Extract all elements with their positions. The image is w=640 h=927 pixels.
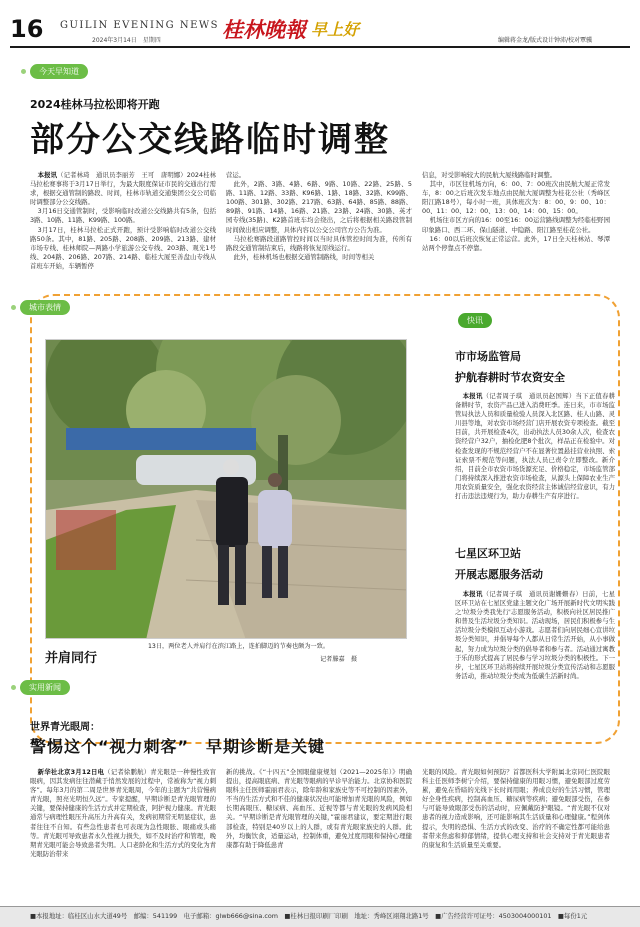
brief-headline-2a: 七星区环卫站 <box>455 547 521 560</box>
section-pill-city: 城市表情 <box>20 300 70 315</box>
health-kicker: 世界青光眼周： <box>30 722 100 733</box>
health-column-2 <box>226 768 412 902</box>
photo-title: 并肩同行 <box>45 651 98 666</box>
brief-byline: （记者周子琪 通讯员谢姗姗春） <box>482 590 583 598</box>
photo-credit: 记者滕嘉 摄 <box>320 656 358 663</box>
health-headline: 警惕这个“视力刺客” 早期诊断是关键 <box>30 737 326 756</box>
health-column-3 <box>422 768 610 902</box>
paper-logo: 桂林晚報 <box>222 17 306 42</box>
story-paragraph: 此外，2路、3路、4路、6路、9路、10路、22路、25路、5路、11路、12路、33路、K96路、1路、18路、32路、K99路、100路、301路、302路、217路、63路、64路、85路、88路、89路、91路、14路、16路、21路、23路、24路、30路、英才园专线(35路)、K2路首班车均会绕出，之后将根据相关路段管制时间做出相应调整，具体内容以公交公司官方公告为准。 <box>226 180 412 234</box>
footer-info: ■本报地址：临桂区山水大道49号 邮编：541199 电子邮箱：glwb666@sina.com ■桂林日报印刷厂印刷 地址：秀峰区翊翔北路1号 ■广告经营许可证号：4503004000101 ■每份1元 <box>30 912 588 920</box>
brief-headline-2b: 开展志愿服务活动 <box>455 568 543 581</box>
story-paragraph: 此外，桂林机场也根据交通管制路线，时间等相关 <box>233 252 375 261</box>
story-lead: 本报讯 <box>37 171 58 179</box>
paper-english-name: GUILIN EVENING NEWS <box>60 20 220 31</box>
story-byline: （记者林琦 通讯员李丽芳 王可 唐明娜） <box>57 171 187 179</box>
photo-elderly-couple-walking <box>46 340 407 639</box>
health-column-1 <box>30 768 216 902</box>
story-paragraph: 营运。 <box>226 171 246 179</box>
news-photo <box>45 339 407 639</box>
story-paragraph: 机场往市区方向的16：00至16：00运营路线调整为经临桂野园印象路口、西二环、保山隧道、中隐路、阳江路至桂花公社。 <box>422 216 610 234</box>
masthead-rule <box>10 46 630 48</box>
story-paragraph: 16：00以后班次恢复正常运营。此外，17日全天桂林站、琴潭站两个停靠点不停靠。 <box>422 234 610 252</box>
brief-headline-1b: 护航春耕时节农资安全 <box>455 371 565 384</box>
health-lead: 新华社北京3月12日电 <box>37 768 105 776</box>
section-pill-kuaixun: 快讯 <box>458 313 492 328</box>
page-number: 16 <box>10 15 44 43</box>
health-text: 光眼的风险。青光眼如何预防？首都医科大学附属北京同仁医院眼科主任医师李树宁介绍，要保持健康的用眼习惯，避免眼部过度劳累，避免在昏暗的光线下长时间用眼；养成良好的生活习惯，管理好全身性疾病，控制高血压、糖尿病等疾病；避免眼部受伤，在参与可能导致眼部受伤的活动时，应佩戴防护眼镜。“青光眼不仅对患者的视力造成影响，还可能影响其生活质量和心理健康。”程剑体提示，失明的恐惧、生活方式的改变、治疗的不确定性都可能给患者带来焦虑和抑郁情绪，提供心理支持和社会支持对于青光眼患者的康复和生活质量至关重要。 <box>422 768 610 849</box>
story-column-2 <box>226 171 412 291</box>
brief-lead: 本报讯 <box>462 392 483 400</box>
story-paragraph: 3月16日交通管制时，受影响临时改道公交线路共有5条，包括3路、10路、11路、K99路、100路。 <box>30 207 216 225</box>
brief-body-2 <box>455 590 615 735</box>
brief-lead: 本报讯 <box>462 590 483 598</box>
brief-text: 日前，七星区环卫站在七星区党建主题文化广场开展新时代文明实践之'垃圾分类我先行'志愿服务活动，积极向社区居民推广和普及生活垃圾分类知识。活动现场，居民们积极参与生活垃圾分类模拟互动小游戏。志愿者们向居民细心宣讲垃圾分类知识，并倡导每个人都从日常生活开始，从小事做起，努力成为垃圾分类的倡导者和参与者。活动通过寓教于乐的形式提高了居民参与学习垃圾分类的积极性。下一步，七星区环卫站将持续开展垃圾分类宣传活动和志愿服务活动，推动垃圾分类成为低碳生活新时尚。 <box>455 590 615 680</box>
story-paragraph: 其中，市区往机场方向，6：00、7：00班次由民航大厦正常发车，8：00之后班次发车地点由民航大厦调整为桂花公社（秀峰区阳江路18号），每小时一班，具体班次为：8：00、9：00、10：00、11：00、12：00、13：00、14：00、15：00。 <box>422 180 610 216</box>
health-text: 新的挑战。《“十四五”全国眼健康规划（2021—2025年）》明确提出，提高眼底病、青光眼等眼病的早诊早治能力。北京协和医院眼科主任医师霍丽君表示，除年龄和家族史等不可控制的因素外，不当的生活方式和不佳的健康状况也可能增加青光眼的风险，例如长期高眼压、糖尿病、高血压、近视等都与青光眼的发病风险相关。“早期诊断是青光眼管理的关键，”霍丽君建议，要定期进行眼部检查，特别是40岁以上的人群，或有青光眼家族史的人群。此外，均衡饮食，适量运动，控制体重，避免过度用眼和保持心理健康都有助于降低患青 <box>226 768 412 849</box>
section-pill-news: 实用新闻 <box>20 680 70 695</box>
story-paragraph: 马拉松赛路段道路管控时间以当时具体管控时间为准，传所有路段交通管制结束后，线路将恢复原线运行。 <box>226 234 412 252</box>
brief-text: 当下正值春耕备耕时节，农资产品已进入消费旺季。连日来，市市场监管局执法人员和质量检验人员深入北区路、桂人山路、灵川县等地，对农资市场经营门店开展农资专项检查。截至目前，共开展检查4次，出动执法人员30余人次，检查农资经营户32户，抽检化肥8个批次，样品正在检验中。对检查发现的不规范经营户不在显著位置悬挂营业执照、索证索票不规范等问题，执法人员已责令立即整改。新介绍，目前全市农资市场货源充足、价格稳定，市场监管部门将持续深入推进农资市场检查，从源头上保障农业生产用农资质量安全，强化农资经营主体诚信经营意识，有力打击违法违规行为，助力春耕生产有序进行。 <box>455 392 615 501</box>
story-kicker: 2024桂林马拉松即将开跑 <box>30 98 160 111</box>
brief-body-1 <box>455 392 615 536</box>
section-pill-today: 今天早知道 <box>30 64 88 79</box>
brief-headline-1a: 市市场监管局 <box>455 350 521 363</box>
editor-credits: 编辑蒋金龙/版式设计钟沛/校对覃骥 <box>498 37 593 44</box>
health-text: 青光眼是一种慢性致盲眼病，因其发病往往潜藏于悄然发展的过程中，常被称为“视力刺客”。每年3月的第二周是世界青光眼周，今年的主题为“共营慢病青光眼，照亮光明恒久远”。专家提醒，早期诊断是青光眼管理的关键，要保持健康的生活方式并定期检查，阿护视力健康。青光眼通常与病理性眼压升高压力升高有关，发病初期常无明显症状，患者往往不自知。有些急性患者也可表现为急性眼胀、眼痛或头痛等。青光眼可导致患者永久性视力损失，如不及时治疗和管理，晚期青光眼可能会导致患者失明。人口老龄化和生活方式的变化为青光眼防治带来 <box>30 768 216 858</box>
photo-caption: 13日，两位老人并肩行在滨江路上，连拍脚迈的节奏也颇为一致。 <box>148 643 330 650</box>
story-column-1 <box>30 171 216 291</box>
edition-name: 早上好 <box>311 20 360 39</box>
brief-byline: （记者周子琪 通讯员赵国辉） <box>482 392 576 400</box>
story-paragraph: 3月17日，桂林马拉松正式开跑，预计受影响临时改道公交线路50条。其中，81路、205路、208路、209路、213路、建材市场专线、桂林师院—两路小学旅游公交专线、203路、观光1号线、204路、206路、207路、214路、临桂大厦至善盘山专线从首班车开始，车辆暂停 <box>30 225 216 270</box>
story-column-3 <box>422 171 610 291</box>
health-byline: （记者徐鹏航） <box>104 768 151 776</box>
issue-date: 2024年3月14日 星期四 <box>92 37 161 44</box>
story-paragraph: 2024桂林马拉松赛事将于3月17日举行，为最大限度保证市民的交通出行需求，根据交通管制的路段、时间，桂林市轨道交通集团公交公司临时调整部分公交线路。 <box>30 171 216 207</box>
story-headline: 部分公交线路临时调整 <box>30 120 390 160</box>
story-paragraph: 信息，对受影响较大的民航大厦线路临时调整。 <box>422 171 557 179</box>
